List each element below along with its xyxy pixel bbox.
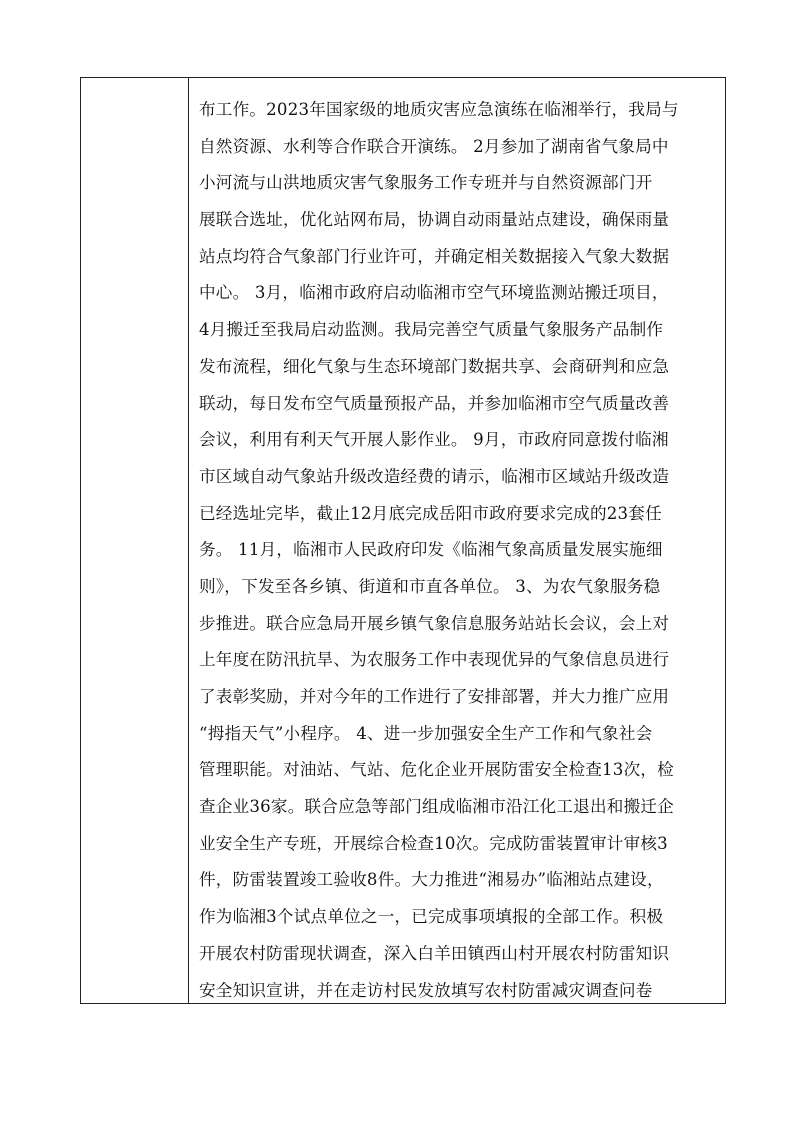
text-line: 小河流与山洪地质灾害气象服务工作专班并与自然资源部门开	[199, 173, 653, 193]
text-line: 作为临湘3个试点单位之一，已完成事项填报的全部工作。积极	[199, 907, 664, 927]
text-line: 了表彰奖励，并对今年的工作进行了安排部署，并大力推广应用	[199, 687, 670, 706]
text-line: 件，防雷装置竣工验收8件。大力推进“湘易办”临湘站点建设，	[199, 870, 664, 890]
text-line: 步推进。联合应急局开展乡镇气象信息服务站站长会议，会上对	[199, 613, 670, 633]
text-line: 联动，每日发布空气质量预报产品，并参加临湘市空气质量改善	[199, 393, 670, 413]
text-line: 则》，下发至各乡镇、街道和市直各单位。 3、为农气象服务稳	[199, 576, 661, 596]
text-line: 自然资源、水利等合作联合开演练。 2月参加了湖南省气象局中	[199, 136, 669, 156]
text-line: 安全知识宣讲，并在走访村民发放填写农村防雷减灾调查问卷	[199, 980, 653, 1000]
table-frame	[80, 77, 726, 1004]
text-line: 中心。 3月，临湘市政府启动临湘市空气环境监测站搬迁项目，	[199, 283, 669, 303]
text-line: 市区域自动气象站升级改造经费的请示，临湘市区域站升级改造	[199, 466, 670, 486]
text-line: 会议，利用有利天气开展人影作业。 9月，市政府同意拨付临湘	[199, 430, 669, 450]
text-line: 站点均符合气象部门行业许可，并确定相关数据接入气象大数据	[199, 246, 670, 266]
left-label-column	[81, 78, 189, 1003]
text-line: 开展农村防雷现状调查，深入白羊田镇西山村开展农村防雷知识	[199, 943, 670, 963]
text-line: 已经选址完毕，截止12月底完成岳阳市政府要求完成的23套任	[199, 503, 662, 523]
text-line: “拇指天气”小程序。 4、进一步加强安全生产工作和气象社会	[199, 723, 653, 743]
text-line: 查企业36家。联合应急等部门组成临湘市沿江化工退出和搬迁企	[199, 797, 674, 817]
text-line: 业安全生产专班，开展综合检查10次。完成防雷装置审计审核3	[199, 833, 668, 853]
body-text	[199, 92, 719, 1009]
text-line: 管理职能。对油站、气站、危化企业开展防雷安全检查13次，检	[199, 760, 674, 780]
text-line: 务。 11月，临湘市人民政府印发《临湘气象高质量发展实施细	[199, 540, 663, 560]
text-line: 发布流程，细化气象与生态环境部门数据共享、会商研判和应急	[199, 356, 670, 376]
text-line: 展联合选址，优化站网布局，协调自动雨量站点建设，确保雨量	[199, 210, 670, 230]
text-line: 上年度在防汛抗旱、为农服务工作中表现优异的气象信息员进行	[199, 650, 670, 670]
text-line: 布工作。2023年国家级的地质灾害应急演练在临湘举行，我局与	[199, 100, 679, 119]
text-line: 4月搬迁至我局启动监测。我局完善空气质量气象服务产品制作	[199, 320, 664, 340]
